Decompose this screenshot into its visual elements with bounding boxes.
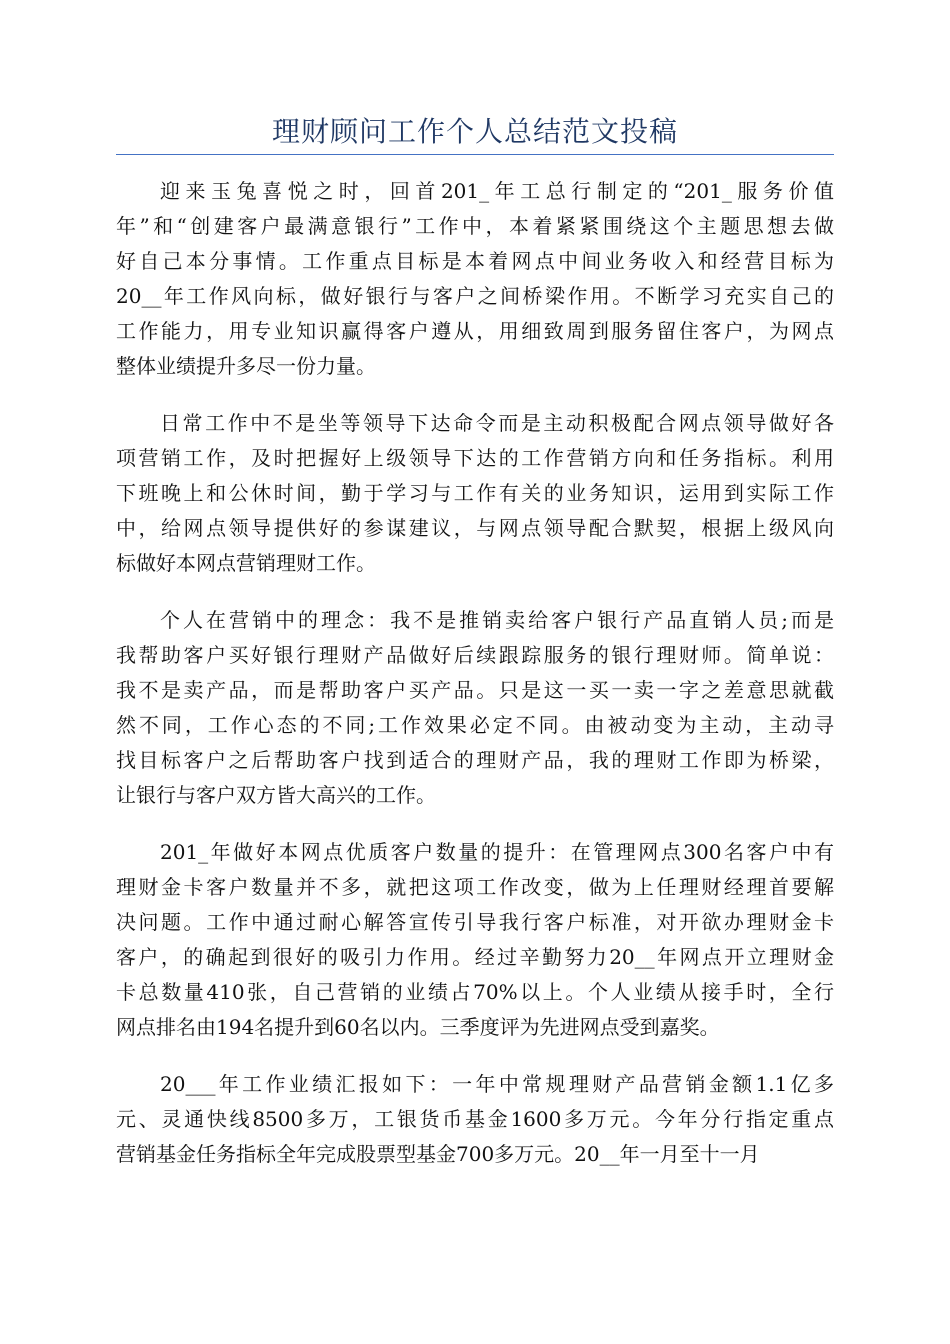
paragraph-line: 客户，的确起到很好的吸引力作用。经过辛勤努力20__年网点开立理财金 — [116, 945, 834, 969]
paragraph-line: 决问题。工作中通过耐心解答宣传引导我行客户标准，对开欲办理财金卡 — [116, 910, 834, 934]
paragraph-line: 好自己本分事情。工作重点目标是本着网点中间业务收入和经营目标为 — [116, 249, 834, 273]
paragraph-line: 让银行与客户双方皆大高兴的工作。 — [116, 783, 436, 807]
paragraph-line: 元、灵通快线8500多万，工银货币基金1600多万元。今年分行指定重点 — [116, 1107, 834, 1131]
paragraph-line: 理财金卡客户数量并不多，就把这项工作改变，做为上任理财经理首要解 — [116, 875, 834, 899]
paragraph — [116, 1067, 834, 1172]
paragraph-line: 20___年工作业绩汇报如下：一年中常规理财产品营销金额1.1亿多 — [160, 1072, 834, 1096]
paragraph — [116, 406, 834, 581]
paragraph-line: 卡总数量410张，自己营销的业绩占70%以上。个人业绩从接手时，全行 — [116, 980, 834, 1004]
paragraph-line: 201_年做好本网点优质客户数量的提升：在管理网点300名客户中有 — [160, 840, 834, 864]
paragraph-line: 日常工作中不是坐等领导下达命令而是主动积极配合网点领导做好各 — [160, 411, 834, 435]
paragraph-line: 营销基金任务指标全年完成股票型基金700多万元。20__年一月至十一月 — [116, 1142, 760, 1166]
paragraph-line: 网点排名由194名提升到60名以内。三季度评为先进网点受到嘉奖。 — [116, 1015, 720, 1039]
paragraph-line: 我不是卖产品，而是帮助客户买产品。只是这一买一卖一字之差意思就截 — [116, 678, 834, 702]
paragraph — [116, 603, 834, 813]
paragraph-line: 整体业绩提升多尽一份力量。 — [116, 354, 376, 378]
paragraph-line: 年”和“创建客户最满意银行”工作中，本着紧紧围绕这个主题思想去做 — [116, 214, 834, 238]
paragraph-line: 迎来玉兔喜悦之时，回首201_年工总行制定的“201_服务价值 — [160, 179, 834, 203]
paragraph-line: 中，给网点领导提供好的参谋建议，与网点领导配合默契，根据上级风向 — [116, 516, 834, 540]
title-underline — [116, 154, 834, 155]
paragraph-line: 然不同，工作心态的不同;工作效果必定不同。由被动变为主动，主动寻 — [116, 713, 834, 737]
paragraph — [116, 174, 834, 384]
paragraph-line: 项营销工作，及时把握好上级领导下达的工作营销方向和任务指标。利用 — [116, 446, 834, 470]
paragraph-line: 20__年工作风向标，做好银行与客户之间桥梁作用。不断学习充实自己的 — [116, 284, 834, 308]
paragraph — [116, 835, 834, 1045]
document-title: 理财顾问工作个人总结范文投稿 — [271, 115, 678, 148]
document-body — [116, 174, 834, 1194]
paragraph-line: 下班晚上和公休时间，勤于学习与工作有关的业务知识，运用到实际工作 — [116, 481, 834, 505]
paragraph-line: 标做好本网点营销理财工作。 — [116, 551, 376, 575]
paragraph-line: 找目标客户之后帮助客户找到适合的理财产品，我的理财工作即为桥梁， — [116, 748, 834, 772]
paragraph-line: 个人在营销中的理念：我不是推销卖给客户银行产品直销人员;而是 — [160, 608, 834, 632]
paragraph-line: 工作能力，用专业知识赢得客户遵从，用细致周到服务留住客户，为网点 — [116, 319, 834, 343]
paragraph-line: 我帮助客户买好银行理财产品做好后续跟踪服务的银行理财师。简单说： — [116, 643, 834, 667]
